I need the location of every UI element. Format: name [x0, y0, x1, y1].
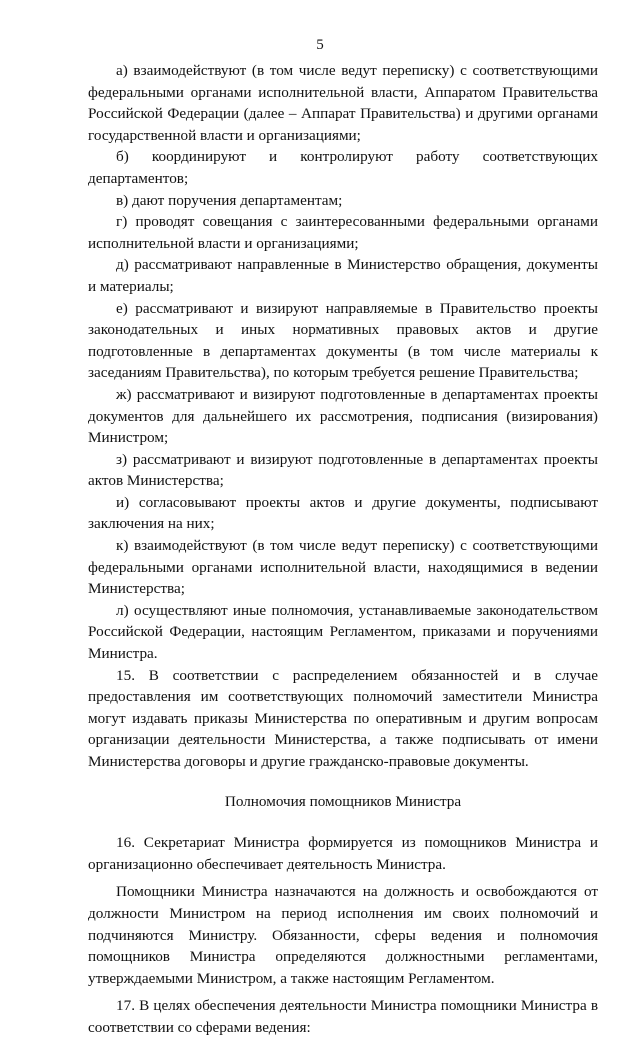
paragraph-15: 15. В соответствии с распределением обязанностей и в случае предоставления им соответствующих полномочий заместители Министра могут издавать приказы Министерства по оперативным и другим вопросам организации деятельности Министерства, а также подписывать от имени Министерства договоры и другие гражданско-правовые документы.: [88, 666, 598, 770]
paragraph-16-continued: Помощники Министра назначаются на должность и освобождаются от должности Министром на период исполнения им своих полномочий и подчиняются Министру. Обязанности, сферы ведения и полномочия помощников Министра определяются должностными регламентами, утверждаемыми Министром, а также настоящим Регламентом.: [88, 883, 598, 987]
page-number: 5: [316, 37, 324, 53]
list-item-e: е) рассматривают и визируют направляемые в Правительство проекты законодательных и иных нормативных правовых актов и другие подготовленные в департаментах документы (в том числе материалы к заседаниям Правительства), по которым требуется решение Правительства;: [88, 299, 598, 382]
section-heading: Полномочия помощников Министра: [224, 792, 462, 810]
list-item-v: в) дают поручения департаментам;: [116, 191, 343, 209]
list-item-zh: ж) рассматривают и визируют подготовленные в департаментах проекты документов для дальнейшего их рассмотрения, подписания (визирования) Министром;: [88, 385, 598, 447]
list-item-i: и) согласовывают проекты актов и другие документы, подписывают заключения на них;: [88, 493, 598, 533]
paragraph-16: 16. Секретариат Министра формируется из помощников Министра и организационно обеспечивает деятельность Министра.: [88, 834, 598, 873]
list-item-d: д) рассматривают направленные в Министерство обращения, документы и материалы;: [88, 256, 598, 295]
list-item-z: з) рассматривают и визируют подготовленные в департаментах проекты актов Министерства;: [88, 450, 598, 490]
paragraph-17: 17. В целях обеспечения деятельности Министра помощники Министра в соответствии со сферами ведения:: [88, 997, 598, 1036]
list-item-g: г) проводят совещания с заинтересованными федеральными органами исполнительной власти и организациями;: [88, 213, 598, 252]
list-item-k: к) взаимодействуют (в том числе ведут переписку) с соответствующими федеральными органами исполнительной власти, находящимися в ведении Министерства;: [88, 537, 598, 598]
list-item-l: л) осуществляют иные полномочия, устанавливаемые законодательством Российской Федерации, настоящим Регламентом, приказами и поручениями Министра.: [88, 601, 598, 663]
list-item-b: б) координируют и контролируют работу соответствующих департаментов;: [88, 148, 598, 187]
list-item-a: а) взаимодействуют (в том числе ведут переписку) с соответствующими федеральными органами исполнительной власти, Аппаратом Правительства Российской Федерации (далее – Аппарат Правительства) и другими органами государственной власти и организациями;: [88, 62, 598, 144]
document-body: [88, 60, 598, 1039]
